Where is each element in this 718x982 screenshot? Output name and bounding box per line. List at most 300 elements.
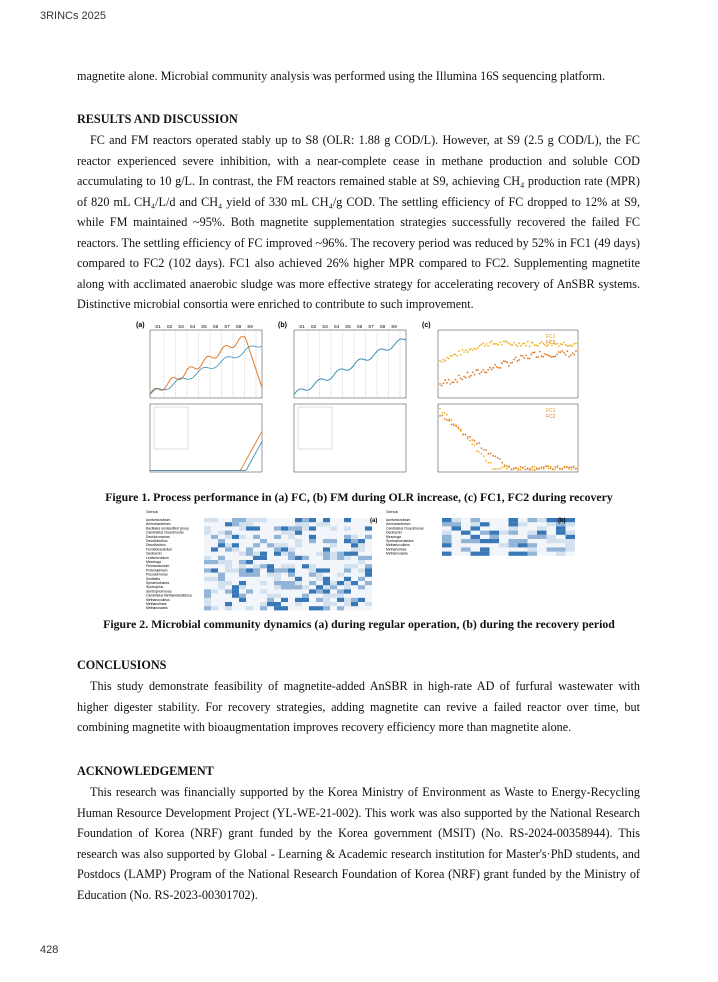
heatmap-cell	[344, 581, 351, 585]
heatmap-cell	[323, 606, 330, 610]
genus-label: Sphaerochaeta	[146, 581, 169, 585]
fc2-point	[573, 467, 575, 469]
heatmap-cell	[330, 518, 337, 522]
heatmap-cell	[499, 539, 509, 543]
heatmap-cell	[323, 547, 330, 551]
heatmap-cell	[490, 552, 500, 556]
heatmap-cell	[225, 526, 232, 530]
heatmap-cell	[537, 522, 547, 526]
heatmap-cell	[556, 552, 566, 556]
panel-a-top-axes	[150, 330, 262, 398]
heatmap-cell	[267, 577, 274, 581]
heatmap-cell	[232, 556, 239, 560]
figure-2	[146, 506, 576, 614]
heatmap-a-panel-label: (a)	[370, 518, 378, 524]
heatmap-cell	[204, 564, 211, 568]
heatmap-cell	[566, 535, 576, 539]
fc1-point	[480, 344, 482, 346]
heatmap-cell	[323, 589, 330, 593]
fc1-point	[471, 443, 473, 445]
heatmap-cell	[295, 598, 302, 602]
fc1-point	[522, 343, 524, 345]
fc1-point	[451, 355, 453, 357]
fc1-point	[497, 468, 499, 470]
heatmap-cell	[204, 585, 211, 589]
fc1-point	[470, 348, 472, 350]
heatmap-cell	[323, 581, 330, 585]
heatmap-cell	[218, 573, 225, 577]
heatmap-cell	[204, 543, 211, 547]
heatmap-cell	[295, 552, 302, 556]
heatmap-cell	[344, 568, 351, 572]
heatmap-cell	[323, 531, 330, 535]
fc1-point	[451, 419, 453, 421]
heatmap-cell	[274, 547, 281, 551]
heatmap-cell	[239, 539, 246, 543]
fc2-point	[515, 467, 517, 469]
stage-label: S3	[322, 324, 328, 329]
fc2-point	[458, 374, 460, 376]
heatmap-cell	[232, 522, 239, 526]
heatmap-cell	[442, 531, 452, 535]
fc1-point	[536, 345, 538, 347]
fc2-point	[534, 469, 536, 471]
heatmap-cell	[225, 560, 232, 564]
heatmap-cell	[556, 535, 566, 539]
heatmap-cell	[330, 547, 337, 551]
heatmap-cell	[225, 594, 232, 598]
heatmap-cell	[260, 531, 267, 535]
heatmap-cell	[281, 522, 288, 526]
fc2-point	[564, 467, 566, 469]
heatmap-cell	[302, 573, 309, 577]
fc1-point	[498, 344, 500, 346]
heatmap-cell	[452, 552, 462, 556]
fc1-point	[444, 412, 446, 414]
heatmap-cell	[232, 552, 239, 556]
heatmap-cell	[537, 526, 547, 530]
heatmap-cell	[471, 543, 481, 547]
heatmap-cell	[365, 560, 372, 564]
heatmap-cell	[295, 577, 302, 581]
heatmap-cell	[309, 552, 316, 556]
heatmap-cell	[323, 518, 330, 522]
heatmap-cell	[302, 531, 309, 535]
fc2-point	[489, 367, 491, 369]
heatmap-cell	[218, 594, 225, 598]
heatmap-cell	[267, 602, 274, 606]
heatmap-cell	[337, 594, 344, 598]
fc1-point	[486, 343, 488, 345]
heatmap-cell	[302, 577, 309, 581]
heatmap-cell	[274, 598, 281, 602]
heatmap-cell	[528, 535, 538, 539]
heatmap-cell	[316, 552, 323, 556]
heatmap-cell	[281, 594, 288, 598]
heatmap-cell	[218, 589, 225, 593]
heatmap-cell	[288, 577, 295, 581]
heatmap-cell	[218, 522, 225, 526]
heatmap-cell	[344, 573, 351, 577]
fc2-point	[573, 354, 575, 356]
fc1-point	[456, 355, 458, 357]
fc1-point	[492, 468, 494, 470]
heatmap-cell	[309, 564, 316, 568]
stage-label: S6	[212, 324, 219, 329]
fc2-point	[477, 369, 479, 371]
fc1-point	[534, 344, 536, 346]
heatmap-cell	[309, 526, 316, 530]
genus-label: Pelotomaculum	[146, 564, 170, 569]
heatmap-cell	[239, 564, 246, 568]
heatmap-cell	[528, 543, 538, 547]
heatmap-cell	[480, 543, 490, 547]
genus-header-a: Genus	[146, 509, 158, 514]
heatmap-cell	[518, 535, 528, 539]
fc2-point	[529, 469, 531, 471]
heatmap-cell	[442, 522, 452, 526]
heatmap-cell	[288, 581, 295, 585]
heatmap-cell	[281, 552, 288, 556]
heatmap-cell	[281, 568, 288, 572]
fc2-point	[505, 360, 507, 362]
genus-label: Syntrophorhabdus	[386, 539, 414, 543]
heatmap-cell	[302, 535, 309, 539]
heatmap-cell	[358, 581, 365, 585]
fc1-point	[518, 342, 520, 344]
heatmap-cell	[260, 552, 267, 556]
heatmap-cell	[480, 518, 490, 522]
fc2-point	[539, 351, 541, 353]
heatmap-cell	[253, 573, 260, 577]
genus-label: Aminobacterium	[146, 522, 171, 527]
heatmap-cell	[246, 568, 253, 572]
heatmap-cell	[365, 539, 372, 543]
stage-label: S5	[345, 324, 351, 329]
heatmap-cell	[253, 585, 260, 589]
heatmap-cell	[281, 518, 288, 522]
heatmap-cell	[239, 556, 246, 560]
heatmap-cell	[351, 560, 358, 564]
heatmap-cell	[267, 573, 274, 577]
fc1-point	[446, 414, 448, 416]
heatmap-cell	[323, 585, 330, 589]
heatmap-cell	[309, 598, 316, 602]
heatmap-cell	[288, 526, 295, 530]
heatmap-cell	[204, 589, 211, 593]
fc2-point	[463, 376, 465, 378]
fc2-point	[498, 367, 500, 369]
fc1-point	[490, 462, 492, 464]
heatmap-cell	[365, 606, 372, 610]
heatmap-cell	[253, 594, 260, 598]
heatmap-cell	[295, 581, 302, 585]
heatmap-cell	[365, 564, 372, 568]
heatmap-cell	[358, 518, 365, 522]
fc1-point	[503, 341, 505, 343]
heatmap-cell	[225, 577, 232, 581]
heatmap-cell	[490, 531, 500, 535]
heatmap-cell	[323, 552, 330, 556]
heatmap-cell	[253, 581, 260, 585]
heatmap-cell	[253, 531, 260, 535]
heatmap-cell	[281, 602, 288, 606]
heatmap-cell	[442, 535, 452, 539]
fc2-point	[481, 447, 483, 449]
heatmap-cell	[351, 518, 358, 522]
heatmap-cell	[295, 602, 302, 606]
legend-fc2-top: FC2	[546, 340, 556, 346]
heatmap-cell	[211, 573, 218, 577]
panel-b-stage-labels	[299, 324, 400, 398]
heatmap-cell	[509, 518, 519, 522]
heatmap-cell	[509, 547, 519, 551]
heatmap-cell	[288, 606, 295, 610]
fc2-point	[520, 466, 522, 468]
fc2-point	[491, 368, 493, 370]
fc1-point	[469, 440, 471, 442]
fc1-point	[568, 345, 570, 347]
fc1-point	[449, 355, 451, 357]
heatmap-cell	[218, 585, 225, 589]
fc2-point	[499, 367, 501, 369]
heatmap-cell	[566, 531, 576, 535]
genus-label: Desulfovibrio	[146, 543, 166, 548]
heatmap-cell	[337, 552, 344, 556]
heatmap-cell	[274, 589, 281, 593]
heatmap-a-row-labels	[146, 518, 192, 610]
heatmap-cell	[288, 543, 295, 547]
panel-c-top-scatter	[439, 340, 577, 386]
heatmap-cell	[204, 552, 211, 556]
heatmap-cell	[295, 594, 302, 598]
heatmap-cell	[260, 589, 267, 593]
fc1-point	[508, 342, 510, 344]
heatmap-cell	[452, 531, 462, 535]
fc2-point	[468, 376, 470, 378]
heatmap-cell	[499, 518, 509, 522]
heatmap-cell	[239, 543, 246, 547]
heatmap-cell	[471, 552, 481, 556]
heatmap-cell	[204, 522, 211, 526]
fc1-point	[541, 341, 543, 343]
fc-cod-line	[150, 346, 262, 395]
genus-label: Methanosaeta	[386, 551, 408, 556]
heatmap-cell	[225, 598, 232, 602]
stage-label: S9	[247, 324, 253, 329]
fc2-point	[530, 353, 532, 355]
heatmap-cell	[239, 573, 246, 577]
heatmap-cell	[344, 526, 351, 530]
heatmap-cell	[288, 594, 295, 598]
heatmap-cell	[267, 606, 274, 610]
heatmap-cell	[344, 564, 351, 568]
stage-label: S3	[178, 324, 184, 329]
heatmap-cell	[274, 585, 281, 589]
heatmap-cell	[365, 585, 372, 589]
heatmap-cell	[337, 556, 344, 560]
fc1-point	[444, 360, 446, 362]
heatmap-cell	[309, 560, 316, 564]
fc2-point	[458, 426, 460, 428]
heatmap-cell	[461, 531, 471, 535]
heatmap-cell	[351, 589, 358, 593]
fc2-point	[467, 372, 469, 374]
heatmap-cell	[365, 547, 372, 551]
heatmap-cell	[358, 606, 365, 610]
heatmap-a	[204, 518, 372, 610]
heatmap-cell	[344, 594, 351, 598]
fc1-point	[560, 343, 562, 345]
heatmap-cell	[267, 556, 274, 560]
fc1-point	[499, 468, 501, 470]
fc1-point	[525, 345, 527, 347]
results-paragraph: FC and FM reactors operated stably up to S8 (OLR: 1.88 g COD/L). However, at S9 (2.5 g COD/L), the FC reactor experienced severe inhibition, with a near-complete cease in methane production and soluble COD accumulating to 10 g/L. In contrast, the FM reactors remained stable at S9, achieving CH₄ production rate (MPR) of 820 mL CH₄/L/d and CH₄ yield of 330 mL CH₄/g COD. The settling efficiency of FC dropped to 12% at S9, while FM maintained ~95%. Both magnetite supplementation strategies successfully recovered the failed FC reactors. The settling efficiency of FC improved ~96%. The recovery period was reduced by 52% in FC1 (49 days) compared to FC2 (102 days). FC1 also achieved 26% higher MPR compared to FC2. Supplementing magnetite along with acclimated anaerobic sludge was more effective strategy for accelerating recovery of AnSBR systems. Distinctive microbial consortia were enriched to contribute to such improvement.	[77, 133, 640, 311]
heatmap-cell	[246, 556, 253, 560]
figure-1-panel-b	[278, 322, 406, 472]
panel-c-bottom-axes	[438, 404, 578, 472]
heatmap-cell	[344, 577, 351, 581]
heatmap-cell	[267, 568, 274, 572]
heatmap-cell	[509, 539, 519, 543]
fc2-point	[548, 354, 550, 356]
heatmap-cell	[323, 564, 330, 568]
heatmap-cell	[218, 577, 225, 581]
heatmap-cell	[302, 598, 309, 602]
heatmap-cell	[309, 535, 316, 539]
heatmap-cell	[239, 547, 246, 551]
heatmap-cell	[490, 518, 500, 522]
heatmap-cell	[246, 585, 253, 589]
heatmap-cell	[309, 589, 316, 593]
heatmap-cell	[358, 602, 365, 606]
fc1-point	[482, 342, 484, 344]
heatmap-cell	[490, 539, 500, 543]
fc2-point	[557, 465, 559, 467]
figure-1	[134, 318, 586, 484]
heatmap-cell	[499, 526, 509, 530]
fc2-point	[472, 371, 474, 373]
heatmap-cell	[288, 598, 295, 602]
heatmap-cell	[211, 594, 218, 598]
fc2-point	[572, 352, 574, 354]
heatmap-cell	[267, 598, 274, 602]
heatmap-cell	[260, 564, 267, 568]
heatmap-cell	[316, 543, 323, 547]
heatmap-cell	[528, 522, 538, 526]
fc1-point	[489, 342, 491, 344]
fc2-point	[527, 468, 529, 470]
heatmap-cell	[232, 539, 239, 543]
heatmap-cell	[246, 594, 253, 598]
heatmap-cell	[295, 547, 302, 551]
heatmap-cell	[323, 568, 330, 572]
heatmap-cell	[499, 552, 509, 556]
heatmap-cell	[302, 589, 309, 593]
fc2-point	[467, 436, 469, 438]
heatmap-cell	[211, 526, 218, 530]
heatmap-cell	[330, 577, 337, 581]
fc2-point	[549, 355, 551, 357]
heatmap-cell	[351, 568, 358, 572]
heatmap-cell	[509, 522, 519, 526]
heatmap-cell	[351, 547, 358, 551]
heatmap-cell	[323, 594, 330, 598]
heatmap-cell	[211, 552, 218, 556]
heatmap-cell	[253, 535, 260, 539]
heatmap-cell	[358, 531, 365, 535]
heatmap-cell	[556, 547, 566, 551]
figure-1-panel-a	[136, 322, 262, 472]
fc2-point	[488, 453, 490, 455]
heatmap-cell	[225, 589, 232, 593]
heatmap-cell	[253, 539, 260, 543]
heatmap-cell	[316, 560, 323, 564]
legend-fc2-bottom: FC2	[546, 414, 556, 420]
heatmap-cell	[239, 518, 246, 522]
heatmap-cell	[351, 573, 358, 577]
fc2-point	[444, 418, 446, 420]
heatmap-cell	[281, 539, 288, 543]
heatmap-cell	[351, 543, 358, 547]
heatmap-b-panel-label: (b)	[558, 518, 566, 524]
heatmap-cell	[330, 539, 337, 543]
heatmap-cell	[260, 594, 267, 598]
fc1-point	[570, 344, 572, 346]
heatmap-cell	[351, 606, 358, 610]
fc2-point	[451, 382, 453, 384]
heatmap-cell	[218, 531, 225, 535]
fc2-point	[504, 464, 506, 466]
heatmap-cell	[295, 526, 302, 530]
heatmap-cell	[274, 577, 281, 581]
heatmap-cell	[537, 531, 547, 535]
fc1-point	[506, 341, 508, 343]
heatmap-cell	[337, 589, 344, 593]
fc2-point	[503, 360, 505, 362]
heatmap-cell	[471, 535, 481, 539]
fc1-point	[478, 451, 480, 453]
fc1-point	[476, 450, 478, 452]
fc2-point	[508, 466, 510, 468]
fc1-point	[474, 348, 476, 350]
fc1-point	[460, 354, 462, 356]
heatmap-cell	[211, 547, 218, 551]
stage-label: S6	[356, 324, 363, 329]
heatmap-cell	[281, 581, 288, 585]
fc2-point	[566, 350, 568, 352]
heatmap-cell	[537, 547, 547, 551]
heatmap-cell	[309, 602, 316, 606]
heatmap-cell	[316, 547, 323, 551]
heatmap-cell	[288, 560, 295, 564]
heatmap-cell	[330, 589, 337, 593]
fc2-point	[534, 351, 536, 353]
heatmap-cell	[211, 543, 218, 547]
fc1-point	[557, 467, 559, 469]
heatmap-cell	[330, 543, 337, 547]
heatmap-cell	[344, 531, 351, 535]
heatmap-cell	[528, 518, 538, 522]
heatmap-cell	[267, 581, 274, 585]
heatmap-cell	[211, 577, 218, 581]
heatmap-cell	[260, 539, 267, 543]
stage-label: S9	[391, 324, 397, 329]
heatmap-cell	[274, 581, 281, 585]
heatmap-cell	[239, 552, 246, 556]
heatmap-cell	[323, 602, 330, 606]
heatmap-cell	[337, 543, 344, 547]
